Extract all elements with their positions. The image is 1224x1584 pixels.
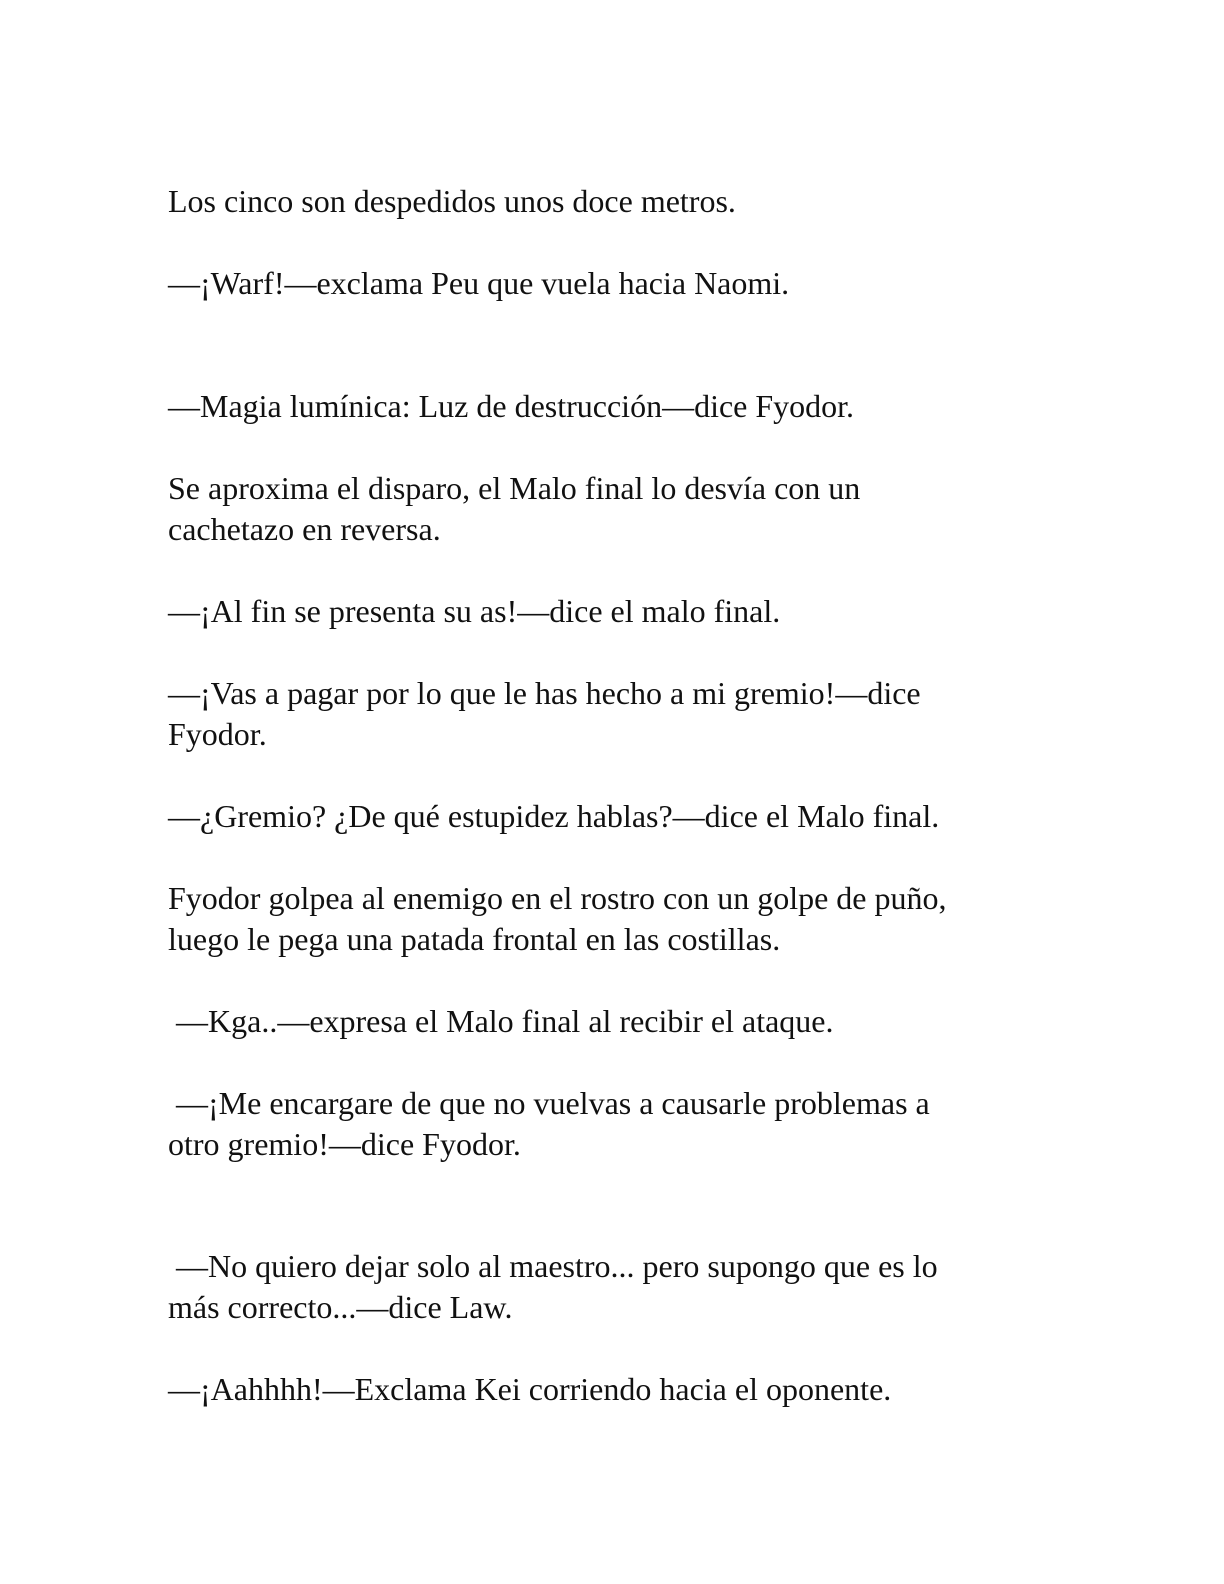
paragraph-4: Se aproxima el disparo, el Malo final lo desvía con un cachetazo en reversa. [168,470,861,547]
paragraph-8: Fyodor golpea al enemigo en el rostro con un golpe de puño, luego le pega una patada frontal en las costillas. [168,880,947,957]
paragraph-11: —No quiero dejar solo al maestro... pero supongo que es lo más correcto...—dice Law. [168,1248,938,1325]
paragraph-2: —¡Warf!—exclama Peu que vuela hacia Naomi. [168,265,790,301]
paragraph-9: —Kga..—expresa el Malo final al recibir el ataque. [168,1003,834,1039]
paragraph-6: —¡Vas a pagar por lo que le has hecho a mi gremio!—dice Fyodor. [168,675,921,752]
paragraph-7: —¿Gremio? ¿De qué estupidez hablas?—dice el Malo final. [168,798,940,834]
paragraph-12: —¡Aahhhh!—Exclama Kei corriendo hacia el oponente. [168,1371,892,1407]
paragraph-1: Los cinco son despedidos unos doce metros. [168,183,736,219]
paragraph-3: —Magia lumínica: Luz de destrucción—dice Fyodor. [168,388,855,424]
paragraph-10: —¡Me encargare de que no vuelvas a causarle problemas a otro gremio!—dice Fyodor. [168,1085,930,1162]
paragraph-5: —¡Al fin se presenta su as!—dice el malo final. [168,593,781,629]
